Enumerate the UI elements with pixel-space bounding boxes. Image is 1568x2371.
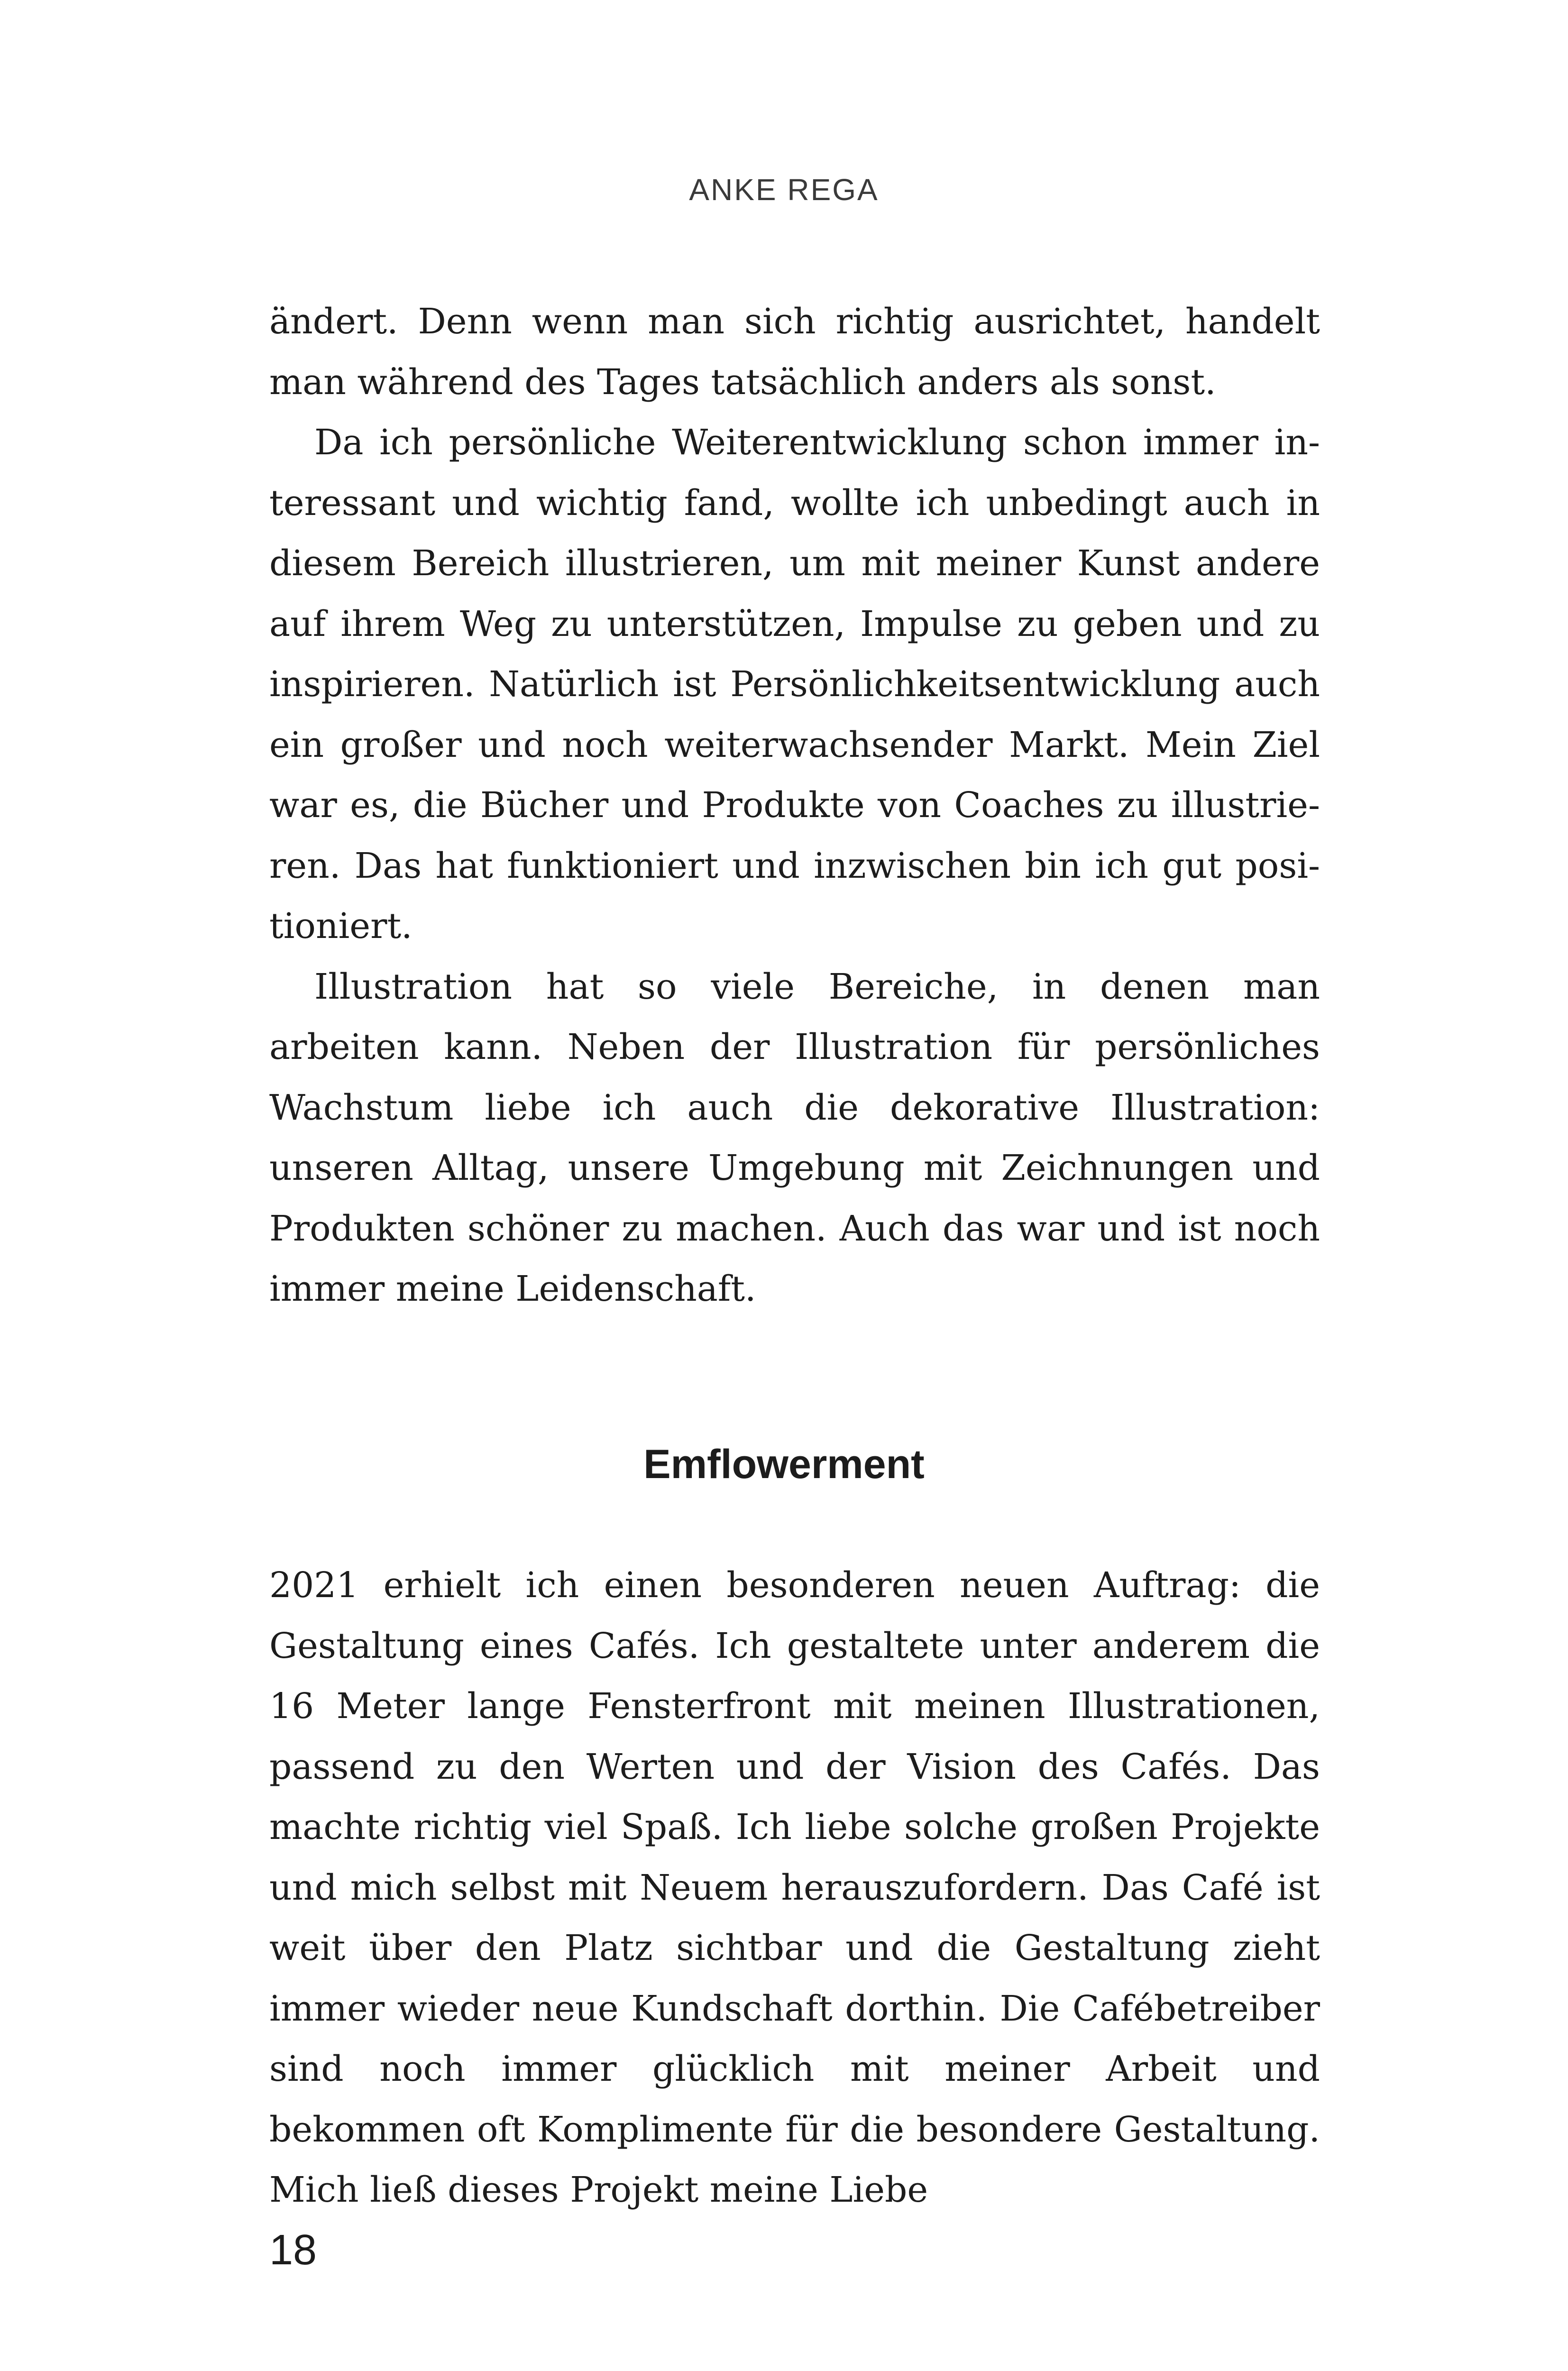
paragraph-1: ändert. Denn wenn man sich richtig ausrichtet, handelt man während des Tages tatsächlich anders als sonst.	[269, 301, 1320, 403]
page-number: 18	[269, 2226, 317, 2274]
body-text-top	[269, 292, 1320, 1320]
paragraph-3: Illustration hat so viele Bereiche, in denen man arbeiten kann. Neben der Illustration für persönliches Wachstum liebe ich auch die dekorative Illustration: unseren Alltag, unsere Umgebung mit Zeichnungen und Produkten schöner zu machen. Auch das war und ist noch immer meine Leidenschaft.	[269, 966, 1320, 1309]
body-text-bottom	[269, 1555, 1320, 2221]
section-heading: Emflowerment	[643, 1442, 925, 1487]
paragraph-2: Da ich persönliche Weiterentwicklung schon immer interessant und wichtig fand, wollte ich unbedingt auch in diesem Bereich illustrieren, um mit meiner Kunst andere auf ihrem Weg zu unterstützen, Impulse zu geben und zu inspirieren. Natürlich ist Persönlichkeitsentwicklung auch ein großer und noch weiterwachsender Markt. Mein Ziel war es, die Bücher und Produkte von Coaches zu illustrieren. Das hat funktioniert und inzwischen bin ich gut positioniert.	[269, 422, 1320, 947]
running-head: ANKE REGA	[689, 173, 879, 207]
paragraph-4: 2021 erhielt ich einen besonderen neuen Auftrag: die Gestaltung eines Cafés. Ich gestaltete unter anderem die 16 Meter lange Fensterfront mit meinen Illustrationen, passend zu den Werten und der Vision des Cafés. Das machte richtig viel Spaß. Ich liebe solche großen Projekte und mich selbst mit Neuem herauszufordern. Das Café ist weit über den Platz sichtbar und die Gestaltung zieht immer wieder neue Kundschaft dorthin. Die Cafébetreiber sind noch immer glücklich mit meiner Arbeit und bekommen oft Komplimente für die besondere Gestaltung. Mich ließ dieses Projekt meine Liebe	[269, 1565, 1320, 2210]
